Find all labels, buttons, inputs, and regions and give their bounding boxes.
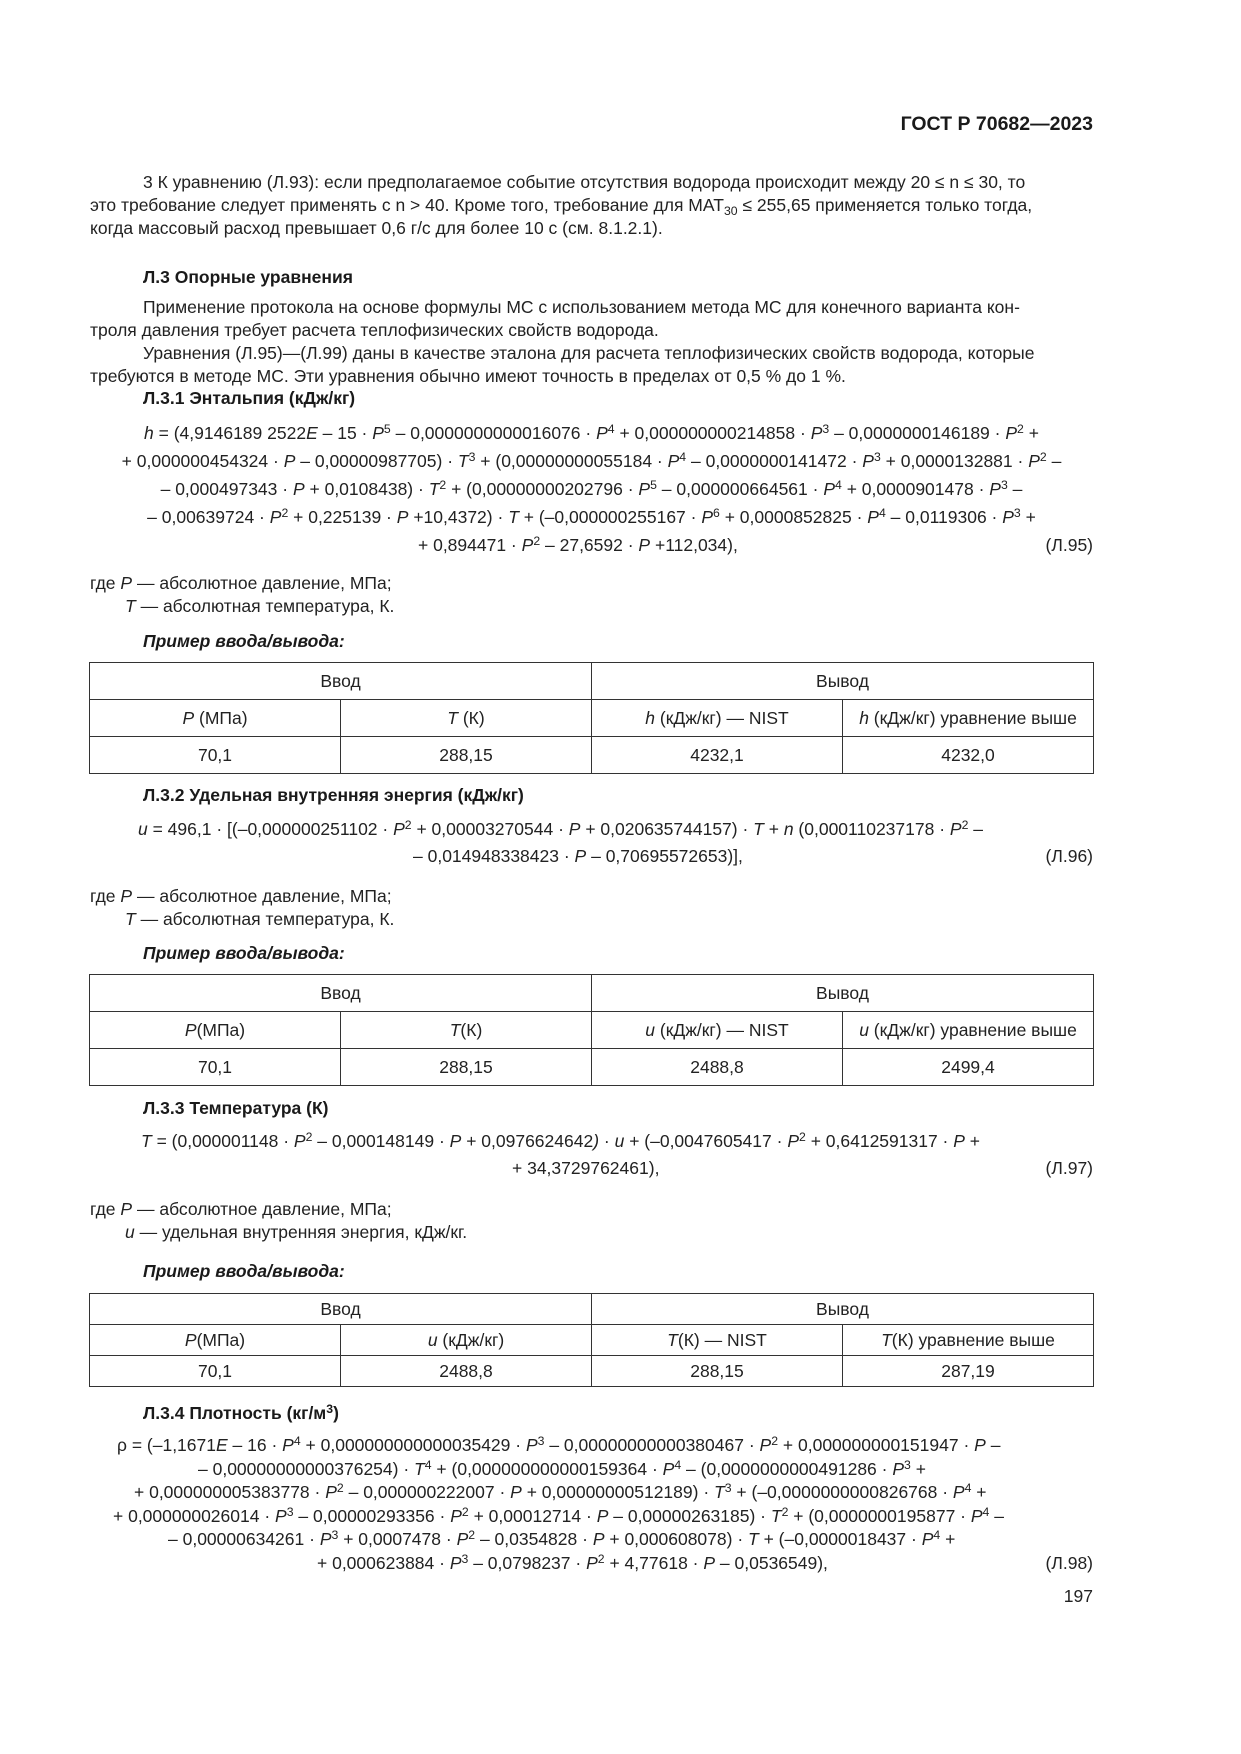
header-input: Ввод bbox=[90, 663, 592, 700]
col-header: P (МПа) bbox=[90, 700, 341, 737]
table-cell: 287,19 bbox=[843, 1356, 1094, 1387]
table-cell: 288,15 bbox=[592, 1356, 843, 1387]
col-header: h (кДж/кг) уравнение выше bbox=[843, 700, 1094, 737]
heading-density: Л.3.4 Плотность $(кг/м^3)$ bbox=[143, 1402, 339, 1423]
para-1: Применение протокола на основе формулы МС с использованием метода МС для конечного варианта кон- bbox=[143, 297, 1020, 317]
header-output: Вывод bbox=[592, 975, 1094, 1012]
equation-l96: $u = 496,1 \cdot [(-0,000000251102 \cdot P^2 + 0,00003270544 \cdot P + 0,020635744157) \cdot T + n$ ($0,000110237178 \cdot P^2$ – – 0,014948338423 · P – 0,70695572653)], (Л.96) bbox=[90, 816, 1093, 870]
note-line-1: 3 К уравнению (Л.93): если предполагаемое событие отсутствия водорода происходит между 20 ≤ n ≤ 30, то bbox=[143, 172, 1026, 192]
table-cell: 2488,8 bbox=[341, 1356, 592, 1387]
col-header: T(К) уравнение выше bbox=[843, 1325, 1094, 1356]
section-heading-l3: Л.3 Опорные уравнения bbox=[143, 267, 353, 287]
equation-number: (Л.96) bbox=[1045, 846, 1093, 866]
col-header: P(МПа) bbox=[90, 1325, 341, 1356]
para-1-cont: троля давления требует расчета теплофизических свойств водорода. bbox=[90, 320, 659, 340]
col-header: h (кДж/кг) — NIST bbox=[592, 700, 843, 737]
equation-number: (Л.97) bbox=[1045, 1158, 1093, 1178]
col-header: u (кДж/кг) bbox=[341, 1325, 592, 1356]
note-line-2: это требование следует применять с n > 40. Кроме того, требование для $MAT_{30} \le 255,65$ применяется только тогда, bbox=[90, 195, 1033, 218]
heading-temperature: Л.3.3 Температура (К) bbox=[143, 1098, 329, 1118]
document-header: ГОСТ Р 70682—2023 bbox=[900, 113, 1093, 135]
example-table-enthalpy bbox=[89, 662, 1094, 774]
header-output: Вывод bbox=[592, 663, 1094, 700]
header-input: Ввод bbox=[90, 1294, 592, 1325]
para-2: Уравнения (Л.95)—(Л.99) даны в качестве эталона для расчета теплофизических свойств водорода, которые bbox=[143, 343, 1035, 363]
example-table-temperature bbox=[89, 1293, 1094, 1387]
heading-enthalpy: Л.3.1 Энтальпия (кДж/кг) bbox=[143, 388, 356, 408]
table-cell: 4232,0 bbox=[843, 737, 1094, 774]
example-table-internal-energy bbox=[89, 974, 1094, 1086]
equation-l97: $T = (0,000001148 \cdot P^2 - 0,000148149 \cdot P + 0,0976624642) \cdot u + (-0,0047605417 \cdot P^2 + 0,6412591317 \cdot P$ + + 34,3729762461), (Л.97) bbox=[90, 1128, 1093, 1182]
col-header: T (К) bbox=[341, 700, 592, 737]
variable-definitions: где P — абсолютное давление, МПа; T — абсолютная температура, К. bbox=[90, 886, 395, 929]
variable-definitions: где P — абсолютное давление, МПа; u — удельная внутренняя энергия, кДж/кг. bbox=[90, 1199, 468, 1242]
heading-internal-energy: Л.3.2 Удельная внутренняя энергия (кДж/кг) bbox=[143, 785, 524, 805]
table-cell: 2488,8 bbox=[592, 1049, 843, 1086]
col-header: u (кДж/кг) — NIST bbox=[592, 1012, 843, 1049]
para-2-cont: требуются в методе МС. Эти уравнения обычно имеют точность в пределах от 0,5 % до 1 %. bbox=[90, 366, 846, 386]
table-cell: 288,15 bbox=[341, 1049, 592, 1086]
equation-number: (Л.98) bbox=[1045, 1552, 1093, 1573]
example-label: Пример ввода/вывода: bbox=[143, 631, 345, 651]
section-l3-text bbox=[90, 296, 1093, 388]
table-cell: 70,1 bbox=[90, 1356, 341, 1387]
table-cell: 4232,1 bbox=[592, 737, 843, 774]
table-cell: 2499,4 bbox=[843, 1049, 1094, 1086]
equation-l95: h = (4,9146189 $2522E - 15 \cdot P^5 - 0,0000000000016076 \cdot P^4 + 0,000000000214858 \cdot P^3 - 0,0000000146189 \cdot P^2$ + + $0,000000454324 \cdot P - 0,00000987705) \cdot T^3 + (0,00000000055184 \cdot P^4 - 0,0000000141472 \cdot P^3 + 0,0000132881 \cdot P^2$ – – $0,000497343 \cdot P + 0,0108438) \cdot T^2 + (0,00000000202796 \cdot P^5 - 0,000000664561 \cdot P^4 + 0,0000901478 \cdot P^3$ – – $0,00639724 \cdot P^2 + 0,225139 \cdot P +10,4372) \cdot T + (-0,000000255167 \cdot P^6 + 0,0000852825 \cdot P^4 - 0,0119306 \cdot P^3$ + + $0,894471 \cdot P^2 - 27,6592 \cdot P +112,034$), (Л.95) bbox=[90, 419, 1093, 559]
equation-l98: $\rho = (-1,1671E - 16 \cdot P^4 + 0,000000000000035429 \cdot P^3 - 0,00000000000380467 \cdot P^2 + 0,000000000151947 \cdot P$ – – $0,00000000000376254) \cdot T^4 + (0,000000000000159364 \cdot P^4 - (0,0000000000491286 \cdot P^3$ + + $0,000000005383778 \cdot P^2 - 0,000000222007 \cdot P + 0,00000000512189) \cdot T^3 + (-0,0000000000826768 \cdot P^4$ + + $0,000000026014 \cdot P^3 - 0,00000293356 \cdot P^2 + 0,00012714 \cdot P - 0,00000263185) \cdot T^2 + (0,0000000195877 \cdot P^4$ – – $0,00000634261 \cdot P^3 + 0,0007478 \cdot P^2 - 0,0354828 \cdot P + 0,000608078) \cdot T + (-0,0000018437 \cdot P^4$ + + $0,000623884 \cdot P^3 - 0,0798237 \cdot P^2 + 4,77618 \cdot P - 0,0536549$), (Л.98) bbox=[90, 1434, 1093, 1575]
col-header: P(МПа) bbox=[90, 1012, 341, 1049]
col-header: T(К) — NIST bbox=[592, 1325, 843, 1356]
col-header: u (кДж/кг) уравнение выше bbox=[843, 1012, 1094, 1049]
table-cell: 70,1 bbox=[90, 1049, 341, 1086]
note-3 bbox=[90, 171, 1093, 240]
table-cell: 288,15 bbox=[341, 737, 592, 774]
table-cell: 70,1 bbox=[90, 737, 341, 774]
example-label: Пример ввода/вывода: bbox=[143, 1261, 345, 1281]
page-number: 197 bbox=[1063, 1586, 1093, 1606]
example-label: Пример ввода/вывода: bbox=[143, 943, 345, 963]
col-header: T(К) bbox=[341, 1012, 592, 1049]
note-line-3: когда массовый расход превышает 0,6 г/с для более 10 с (см. 8.1.2.1). bbox=[90, 218, 663, 238]
header-output: Вывод bbox=[592, 1294, 1094, 1325]
equation-number: (Л.95) bbox=[1045, 535, 1093, 555]
header-input: Ввод bbox=[90, 975, 592, 1012]
variable-definitions: где P — абсолютное давление, МПа; T — абсолютная температура, К. bbox=[90, 573, 395, 616]
